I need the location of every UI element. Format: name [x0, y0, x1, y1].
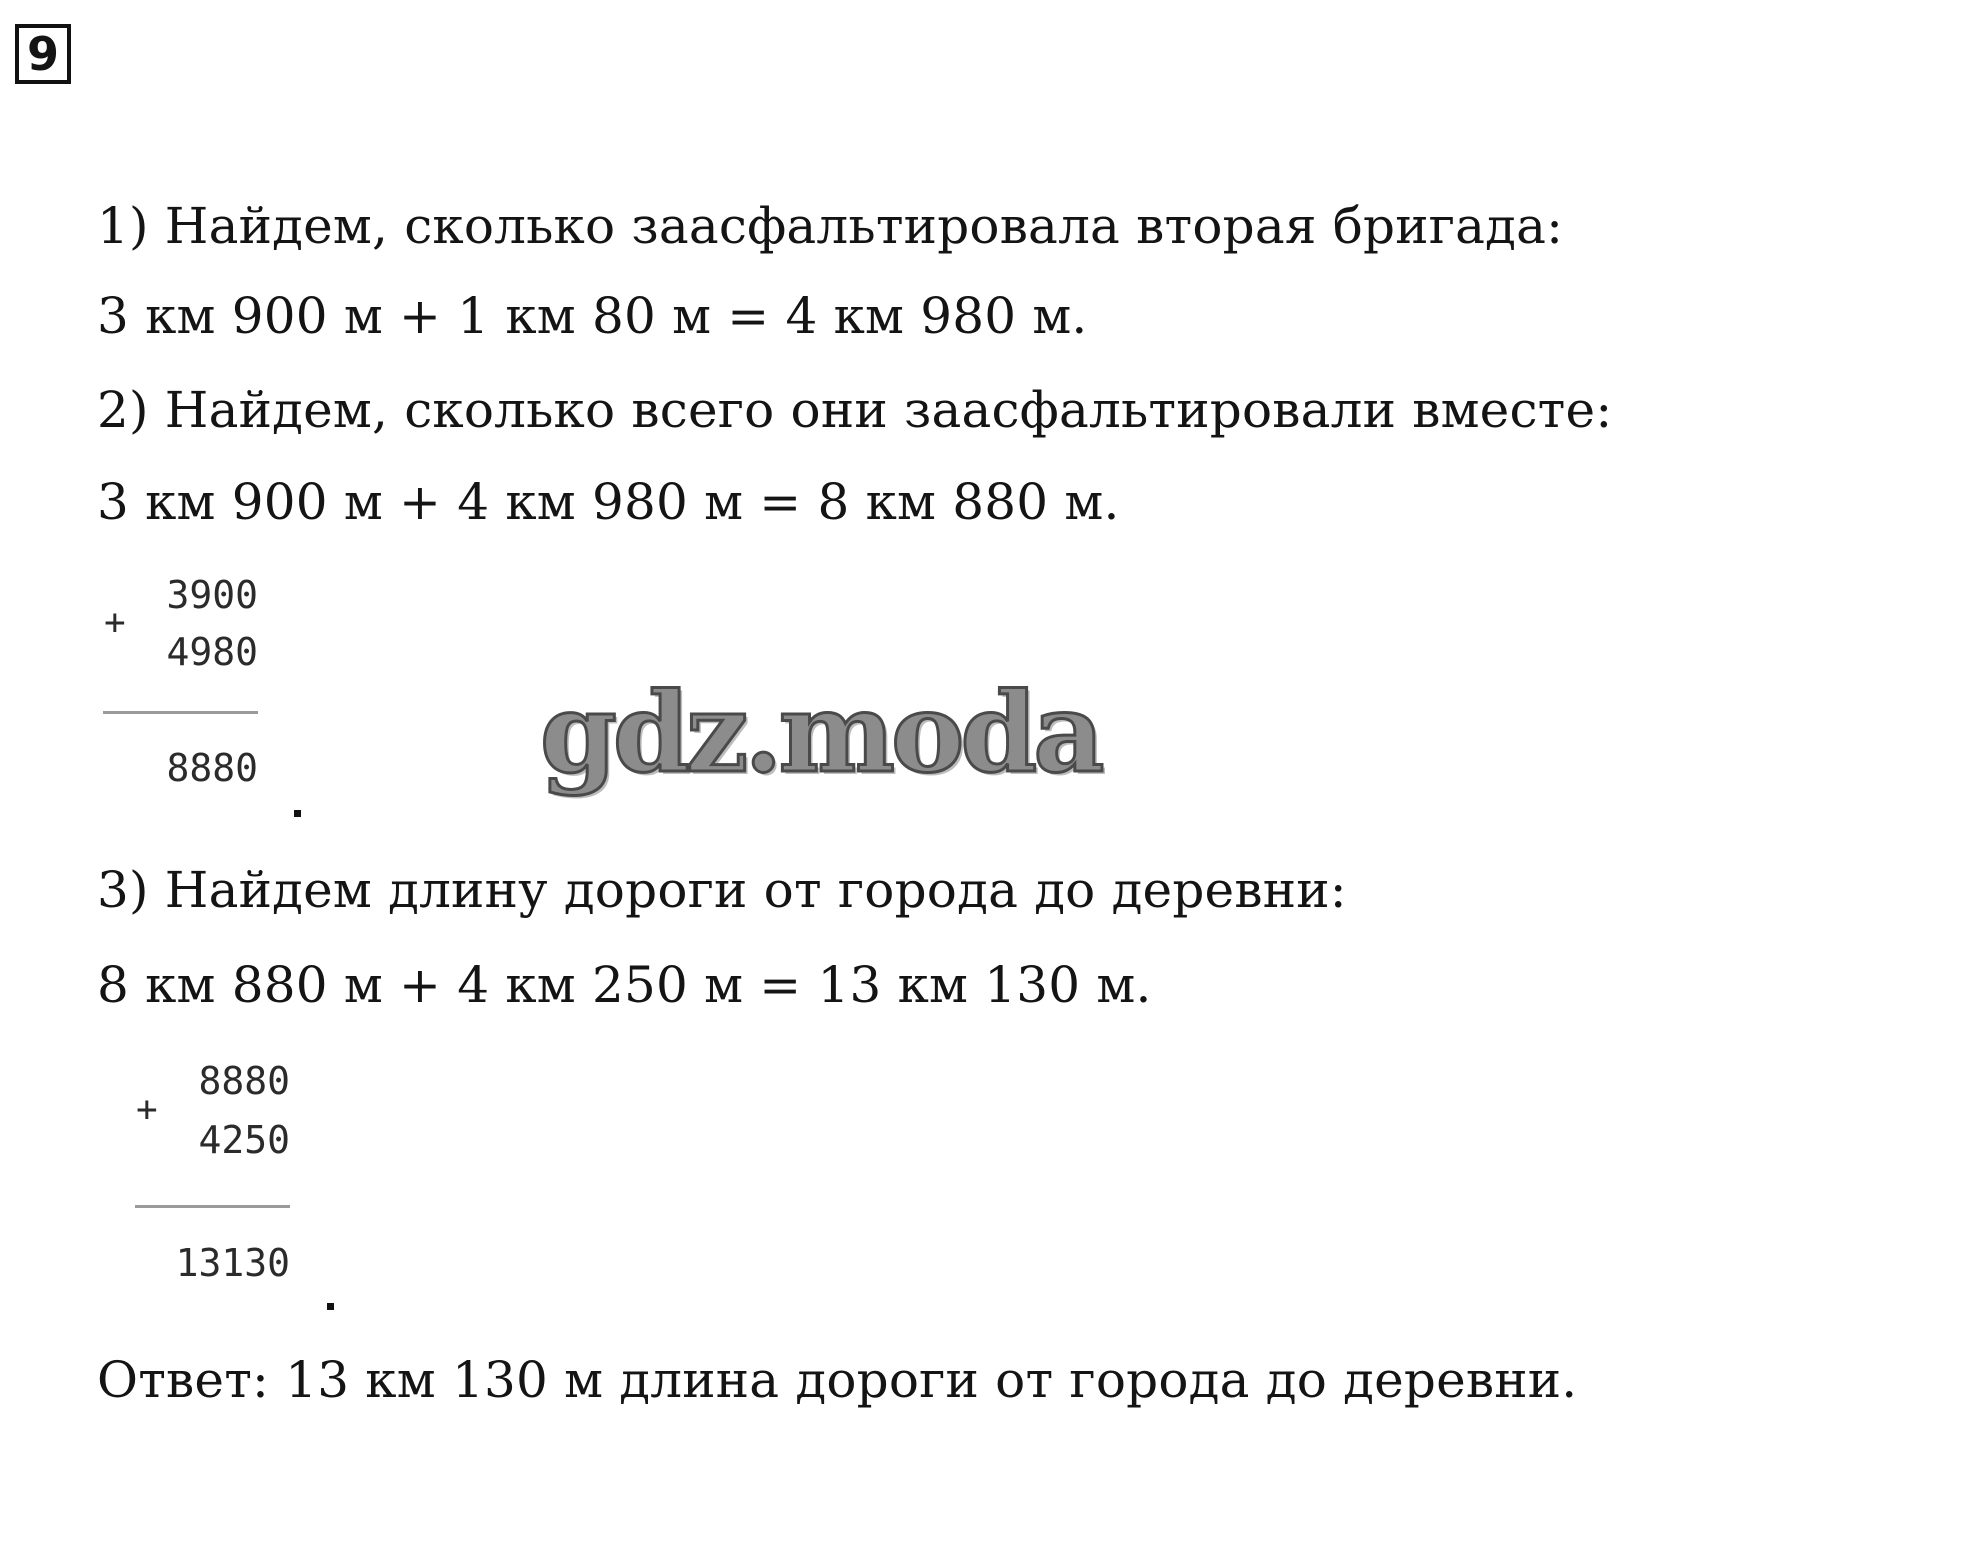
step-3-heading: 3) Найдем длину дороги от города до деревни:: [97, 861, 1347, 919]
addend-1: 3900: [166, 573, 258, 617]
step-2-expression: 3 км 900 м + 4 км 980 м = 8 км 880 м.: [97, 473, 1120, 531]
addend-2: 4250: [198, 1118, 290, 1162]
sum: 8880: [166, 746, 258, 790]
step-1-heading: 1) Найдем, сколько заасфальтировала вторая бригада:: [97, 197, 1564, 255]
step-1-expression: 3 км 900 м + 1 км 80 м = 4 км 980 м.: [97, 287, 1088, 345]
column-addition-2: [132, 1061, 290, 1301]
sum-line: [135, 1205, 290, 1208]
plus-sign: +: [136, 1089, 158, 1130]
watermark-logo: gdz.moda: [540, 668, 1101, 797]
sum-line: [103, 711, 258, 714]
addend-2: 4980: [166, 630, 258, 674]
step-2-heading: 2) Найдем, сколько всего они заасфальтировали вместе:: [97, 381, 1613, 439]
task-number: 9: [15, 24, 71, 84]
answer-line: Ответ: 13 км 130 м длина дороги от города до деревни.: [97, 1351, 1578, 1409]
step-3-expression: 8 км 880 м + 4 км 250 м = 13 км 130 м.: [97, 956, 1152, 1014]
column-addition-1: [100, 570, 258, 810]
sum: 13130: [175, 1241, 290, 1285]
period-dot: [327, 1303, 334, 1310]
addend-1: 8880: [198, 1059, 290, 1103]
plus-sign: +: [104, 602, 126, 643]
period-dot: [294, 810, 301, 817]
